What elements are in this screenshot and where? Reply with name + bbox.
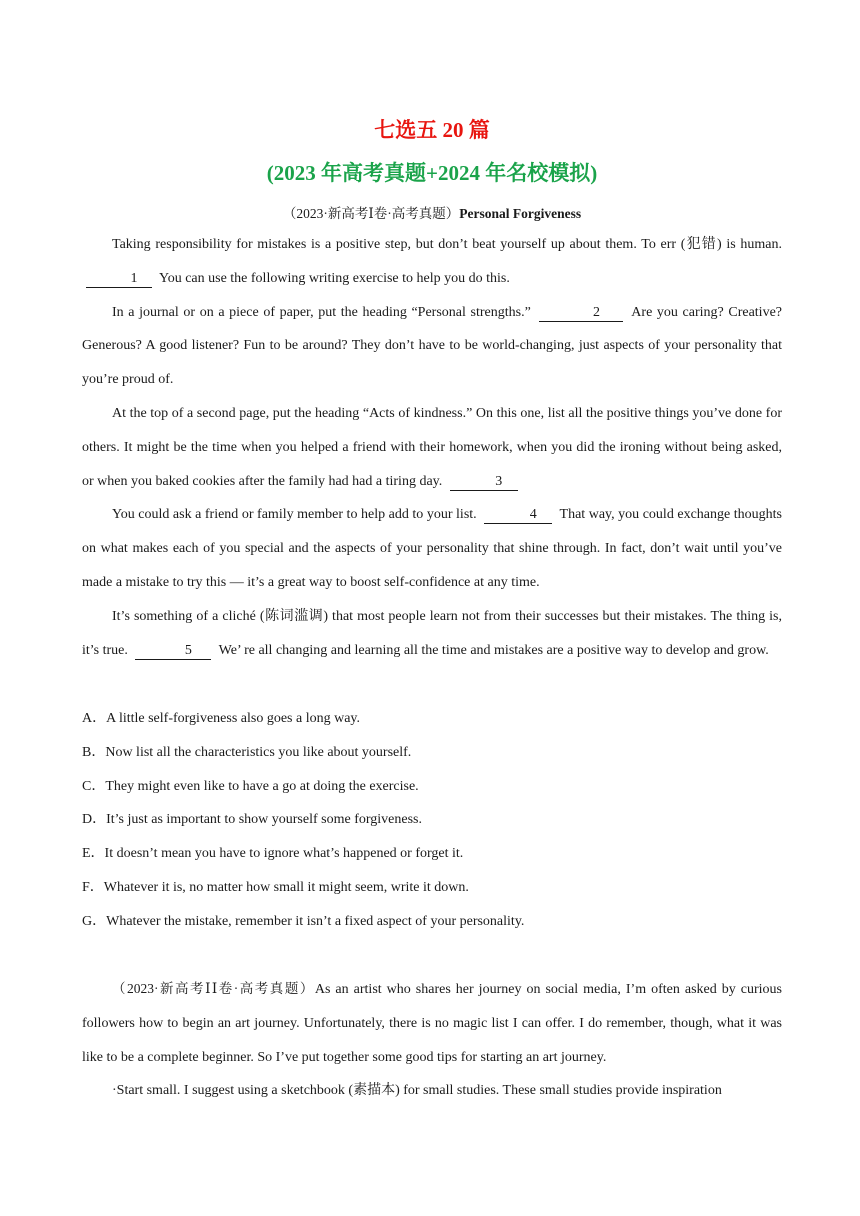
paragraph-3 [82,397,782,498]
passage2-paragraph-2: ·Start small. I suggest using a sketchbook (素描本) for small studies. These small studies provide inspiration [112,1083,722,1099]
paragraph-text: It’s something of a cliché (陈词滥调) that most people learn not from their successes but their mistakes. The thing is, it’s true. [82,608,782,658]
paragraph-text: Are you caring? Creative? Generous? A good listener? Fun to be around? They don’t have to be world-changing, just aspects of your personality that you’re proud of. [82,304,782,388]
document-subtitle: (2023 年高考真题+2024 年名校模拟) [266,161,598,185]
document-title: 七选五 20 篇 [374,118,490,142]
option-c: C．They might even like to have a go at doing the exercise. [82,778,419,794]
blank-3: 3 [450,474,518,491]
passage1-body [82,228,782,667]
option-g: G．Whatever the mistake, remember it isn’t a fixed aspect of your personality. [82,913,525,929]
option-d: D．It’s just as important to show yourself some forgiveness. [82,812,422,828]
passage1-source: （2023·新高考Ⅰ卷·高考真题） [282,206,460,221]
paragraph-text: We’ re all changing and learning all the time and mistakes are a positive way to develop and grow. [218,642,769,658]
paragraph-text: That way, you could exchange thoughts on what makes each of you special and the aspects of your personality that shine through. In fact, don’t wait until you’ve made a mistake to try this — it’s a great way to boost self-confidence at any time. [82,507,782,590]
paragraph-4 [82,498,782,599]
blank-2: 2 [539,305,623,322]
passage1-header [82,202,782,222]
passage2-body [82,972,782,1108]
paragraph-text: At the top of a second page, put the heading “Acts of kindness.” On this one, list all the positive things you’ve done for others. It might be the time when you helped a friend with their homework, when you did the ironing without being asked, or when you baked cookies after the family had had a tiring day. [82,405,782,489]
passage2-source: （2023·新高考ⅠⅠ卷·高考真题） [112,981,315,996]
paragraph-1 [82,228,782,296]
options-list [82,702,782,939]
option-a: A．A little self-forgiveness also goes a long way. [82,711,361,726]
paragraph-text: As an artist who shares her journey on social media, I’m often asked by curious followers how to begin an art journey. Unfortunately, there is no magic list I can offer. I do remember, though, what it was like to be a complete beginner. So I’ve put together some good tips for starting an art journey. [82,982,782,1065]
paragraph-text: You could ask a friend or family member to help add to your list. [112,507,477,523]
option-b: B．Now list all the characteristics you like about yourself. [82,744,412,760]
blank-4: 4 [484,507,552,524]
blank-1: 1 [86,271,152,288]
paragraph-text: Taking responsibility for mistakes is a positive step, but don’t beat yourself up about them. To err (犯错) is human. [112,237,782,252]
paragraph-text: In a journal or on a piece of paper, put the heading “Personal strengths.” [112,304,531,320]
blank-5: 5 [135,643,211,660]
passage1-heading: Personal Forgiveness [459,206,582,221]
option-f: F．Whatever it is, no matter how small it might seem, write it down. [82,879,469,895]
paragraph-5 [82,600,782,668]
passage2-paragraph-1 [82,972,782,1074]
paragraph-text: You can use the following writing exercise to help you do this. [158,270,510,286]
option-e: E．It doesn’t mean you have to ignore what’s happened or forget it. [82,846,464,862]
paragraph-2 [82,296,782,397]
